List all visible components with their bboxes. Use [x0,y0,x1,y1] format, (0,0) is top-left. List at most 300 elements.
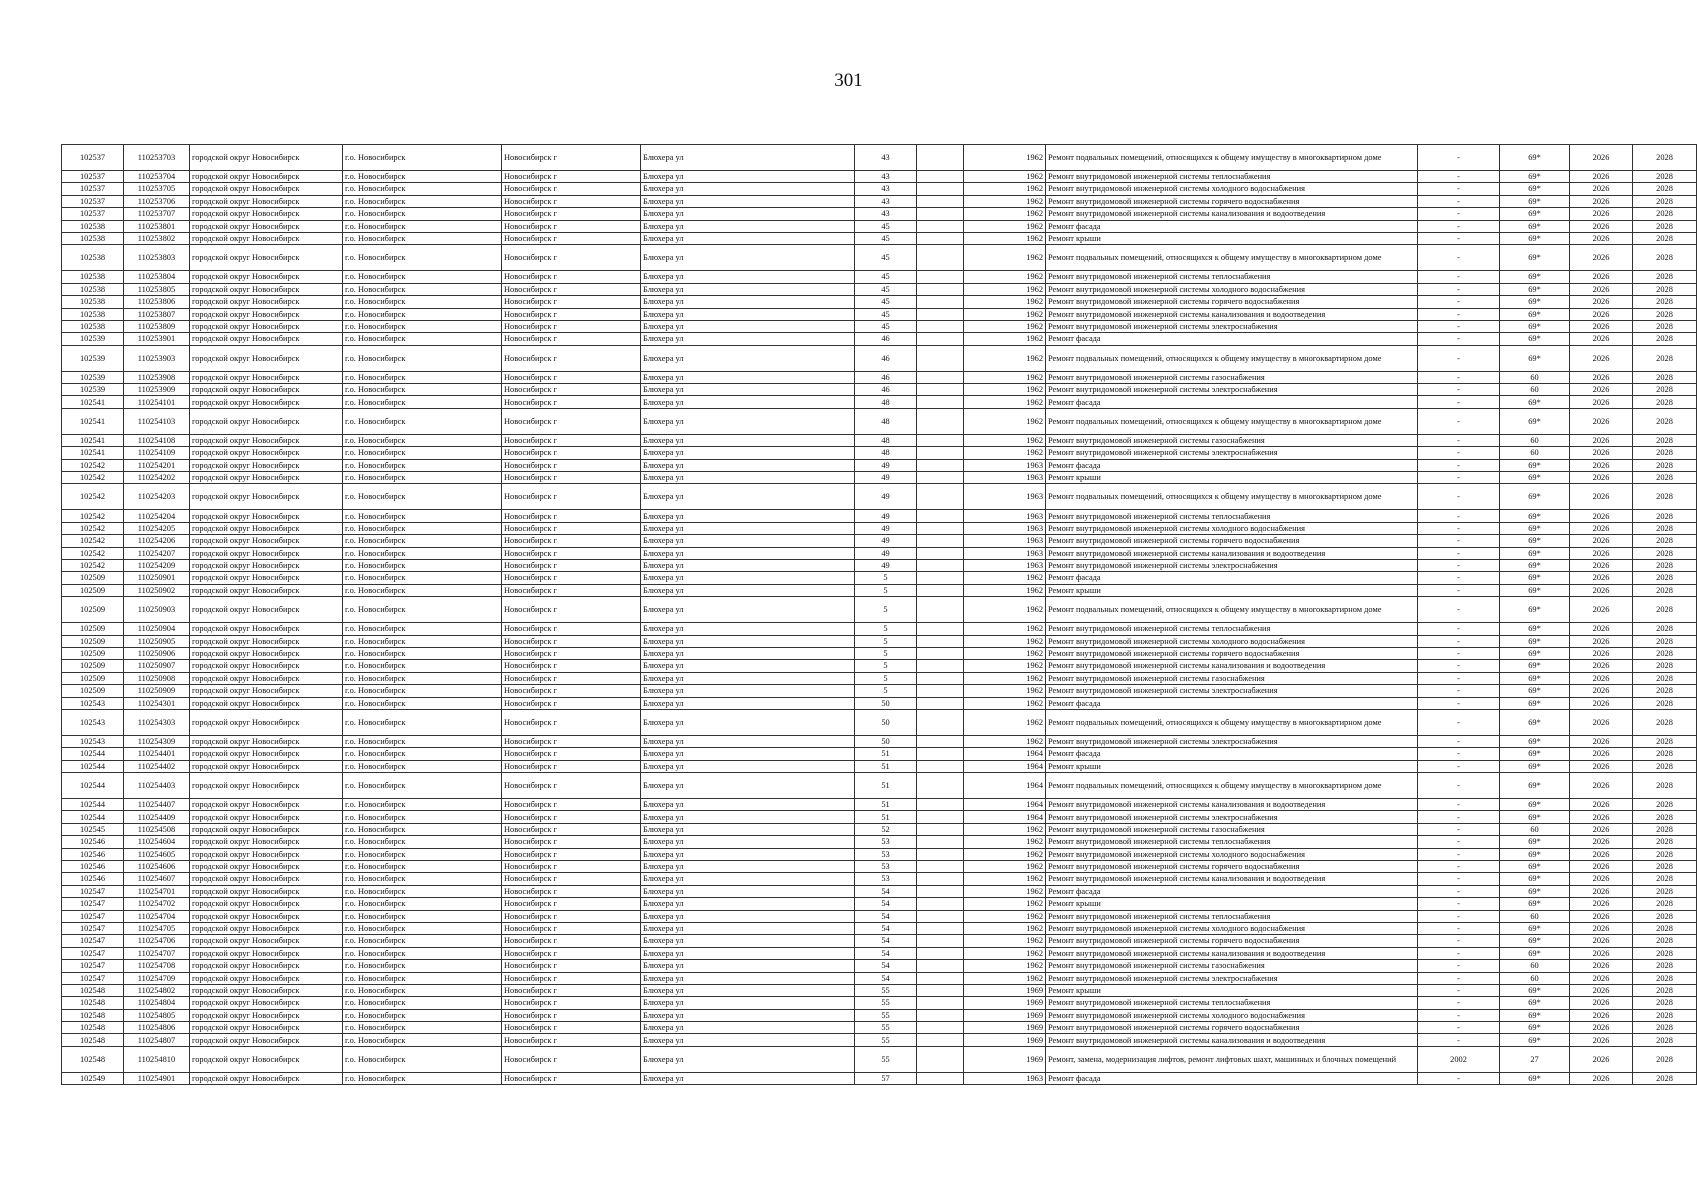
plan-start-cell: 2026 [1570,535,1633,547]
wear-cell: 69* [1500,183,1570,195]
wear-cell: 69* [1500,171,1570,183]
build-year-cell: 1962 [964,623,1046,635]
build-year-cell: 1964 [964,773,1046,799]
building-cell [917,972,964,984]
plan-start-cell: 2026 [1570,1046,1633,1072]
city-cell: Новосибирск г [502,484,641,510]
build-year-cell: 1962 [964,885,1046,897]
last-repair-cell: - [1418,484,1500,510]
street-cell: Блюхера ул [641,947,855,959]
city-cell: Новосибирск г [502,408,641,434]
building-cell [917,1046,964,1072]
last-repair-cell: - [1418,760,1500,772]
municipality-cell: г.о. Новосибирск [343,296,502,308]
house-number-cell: 49 [855,559,917,571]
work-id-cell: 110253704 [124,171,190,183]
wear-cell: 69* [1500,709,1570,735]
house-number-cell: 5 [855,623,917,635]
work-id-cell: 110253809 [124,320,190,332]
work-type-cell: Ремонт крыши [1046,472,1418,484]
plan-start-cell: 2026 [1570,836,1633,848]
house-number-cell: 51 [855,773,917,799]
wear-cell: 69* [1500,572,1570,584]
table-row [62,447,1697,459]
plan-end-cell: 2028 [1633,308,1697,320]
street-cell: Блюхера ул [641,685,855,697]
object-code-cell: 102543 [62,735,124,747]
object-code-cell: 102538 [62,245,124,271]
plan-start-cell: 2026 [1570,811,1633,823]
district-cell: городской округ Новосибирск [190,972,343,984]
building-cell [917,799,964,811]
object-code-cell: 102547 [62,947,124,959]
house-number-cell: 43 [855,171,917,183]
object-code-cell: 102541 [62,396,124,408]
street-cell: Блюхера ул [641,283,855,295]
object-code-cell: 102547 [62,885,124,897]
municipality-cell: г.о. Новосибирск [343,935,502,947]
municipality-cell: г.о. Новосибирск [343,922,502,934]
last-repair-cell: - [1418,623,1500,635]
municipality-cell: г.о. Новосибирск [343,195,502,207]
district-cell: городской округ Новосибирск [190,472,343,484]
district-cell: городской округ Новосибирск [190,799,343,811]
wear-cell: 60 [1500,447,1570,459]
table-row [62,1009,1697,1021]
wear-cell: 60 [1500,972,1570,984]
wear-cell: 69* [1500,898,1570,910]
last-repair-cell: - [1418,799,1500,811]
plan-start-cell: 2026 [1570,672,1633,684]
last-repair-cell: - [1418,271,1500,283]
table-row [62,271,1697,283]
street-cell: Блюхера ул [641,333,855,345]
table-row [62,748,1697,760]
table-row [62,1072,1697,1084]
last-repair-cell: - [1418,220,1500,232]
plan-end-cell: 2028 [1633,811,1697,823]
work-id-cell: 110253803 [124,245,190,271]
district-cell: городской округ Новосибирск [190,296,343,308]
wear-cell: 69* [1500,208,1570,220]
district-cell: городской округ Новосибирск [190,145,343,171]
city-cell: Новосибирск г [502,320,641,332]
street-cell: Блюхера ул [641,447,855,459]
object-code-cell: 102537 [62,183,124,195]
municipality-cell: г.о. Новосибирск [343,885,502,897]
street-cell: Блюхера ул [641,484,855,510]
work-type-cell: Ремонт внутридомовой инженерной системы газоснабжения [1046,672,1418,684]
work-type-cell: Ремонт внутридомовой инженерной системы канализования и водоотведения [1046,799,1418,811]
build-year-cell: 1962 [964,672,1046,684]
district-cell: городской округ Новосибирск [190,773,343,799]
plan-end-cell: 2028 [1633,283,1697,295]
street-cell: Блюхера ул [641,245,855,271]
district-cell: городской округ Новосибирск [190,510,343,522]
work-type-cell: Ремонт внутридомовой инженерной системы холодного водоснабжения [1046,522,1418,534]
street-cell: Блюхера ул [641,885,855,897]
work-id-cell: 110250905 [124,635,190,647]
table-row [62,672,1697,684]
work-id-cell: 110254401 [124,748,190,760]
city-cell: Новосибирск г [502,836,641,848]
work-id-cell: 110254606 [124,861,190,873]
district-cell: городской округ Новосибирск [190,885,343,897]
plan-end-cell: 2028 [1633,1072,1697,1084]
building-cell [917,960,964,972]
last-repair-cell: - [1418,748,1500,760]
work-type-cell: Ремонт подвальных помещений, относящихся к общему имуществу в многоквартирном доме [1046,345,1418,371]
house-number-cell: 49 [855,484,917,510]
district-cell: городской округ Новосибирск [190,947,343,959]
house-number-cell: 49 [855,459,917,471]
municipality-cell: г.о. Новосибирск [343,320,502,332]
house-number-cell: 50 [855,735,917,747]
district-cell: городской округ Новосибирск [190,898,343,910]
district-cell: городской округ Новосибирск [190,836,343,848]
house-number-cell: 45 [855,283,917,295]
work-type-cell: Ремонт внутридомовой инженерной системы горячего водоснабжения [1046,296,1418,308]
work-id-cell: 110254707 [124,947,190,959]
house-number-cell: 43 [855,145,917,171]
street-cell: Блюхера ул [641,145,855,171]
work-type-cell: Ремонт внутридомовой инженерной системы холодного водоснабжения [1046,183,1418,195]
building-cell [917,245,964,271]
work-id-cell: 110254607 [124,873,190,885]
street-cell: Блюхера ул [641,1072,855,1084]
plan-start-cell: 2026 [1570,997,1633,1009]
building-cell [917,709,964,735]
street-cell: Блюхера ул [641,672,855,684]
plan-end-cell: 2028 [1633,459,1697,471]
building-cell [917,623,964,635]
object-code-cell: 102548 [62,1046,124,1072]
city-cell: Новосибирск г [502,760,641,772]
last-repair-cell: - [1418,947,1500,959]
house-number-cell: 55 [855,997,917,1009]
build-year-cell: 1962 [964,972,1046,984]
district-cell: городской округ Новосибирск [190,283,343,295]
plan-end-cell: 2028 [1633,408,1697,434]
street-cell: Блюхера ул [641,984,855,996]
district-cell: городской округ Новосибирск [190,672,343,684]
work-type-cell: Ремонт фасада [1046,1072,1418,1084]
wear-cell: 60 [1500,384,1570,396]
last-repair-cell: - [1418,848,1500,860]
plan-start-cell: 2026 [1570,396,1633,408]
house-number-cell: 46 [855,384,917,396]
building-cell [917,308,964,320]
municipality-cell: г.о. Новосибирск [343,510,502,522]
plan-end-cell: 2028 [1633,333,1697,345]
house-number-cell: 55 [855,1046,917,1072]
building-cell [917,183,964,195]
building-cell [917,635,964,647]
city-cell: Новосибирск г [502,748,641,760]
municipality-cell: г.о. Новосибирск [343,873,502,885]
last-repair-cell: - [1418,984,1500,996]
last-repair-cell: - [1418,836,1500,848]
work-id-cell: 110250908 [124,672,190,684]
municipality-cell: г.о. Новосибирск [343,836,502,848]
district-cell: городской округ Новосибирск [190,308,343,320]
plan-end-cell: 2028 [1633,760,1697,772]
district-cell: городской округ Новосибирск [190,623,343,635]
object-code-cell: 102537 [62,171,124,183]
table-row [62,296,1697,308]
build-year-cell: 1964 [964,760,1046,772]
wear-cell: 60 [1500,371,1570,383]
build-year-cell: 1963 [964,484,1046,510]
plan-start-cell: 2026 [1570,472,1633,484]
work-id-cell: 110250901 [124,572,190,584]
build-year-cell: 1962 [964,408,1046,434]
work-type-cell: Ремонт внутридомовой инженерной системы горячего водоснабжения [1046,195,1418,207]
city-cell: Новосибирск г [502,635,641,647]
municipality-cell: г.о. Новосибирск [343,584,502,596]
city-cell: Новосибирск г [502,735,641,747]
object-code-cell: 102509 [62,660,124,672]
work-id-cell: 110254806 [124,1022,190,1034]
municipality-cell: г.о. Новосибирск [343,898,502,910]
municipality-cell: г.о. Новосибирск [343,910,502,922]
plan-end-cell: 2028 [1633,836,1697,848]
district-cell: городской округ Новосибирск [190,171,343,183]
plan-start-cell: 2026 [1570,183,1633,195]
table-row [62,171,1697,183]
wear-cell: 69* [1500,597,1570,623]
plan-end-cell: 2028 [1633,472,1697,484]
wear-cell: 69* [1500,997,1570,1009]
build-year-cell: 1962 [964,283,1046,295]
last-repair-cell: - [1418,672,1500,684]
city-cell: Новосибирск г [502,1072,641,1084]
work-id-cell: 110254109 [124,447,190,459]
table-row [62,647,1697,659]
table-row [62,559,1697,571]
last-repair-cell: - [1418,1034,1500,1046]
build-year-cell: 1962 [964,308,1046,320]
wear-cell: 69* [1500,472,1570,484]
city-cell: Новосибирск г [502,296,641,308]
municipality-cell: г.о. Новосибирск [343,333,502,345]
municipality-cell: г.о. Новосибирск [343,799,502,811]
city-cell: Новосибирск г [502,910,641,922]
table-row [62,195,1697,207]
build-year-cell: 1962 [964,898,1046,910]
last-repair-cell: - [1418,171,1500,183]
work-id-cell: 110253802 [124,232,190,244]
plan-end-cell: 2028 [1633,1009,1697,1021]
plan-end-cell: 2028 [1633,232,1697,244]
city-cell: Новосибирск г [502,345,641,371]
object-code-cell: 102549 [62,1072,124,1084]
build-year-cell: 1962 [964,208,1046,220]
house-number-cell: 55 [855,1009,917,1021]
work-type-cell: Ремонт подвальных помещений, относящихся к общему имуществу в многоквартирном доме [1046,145,1418,171]
district-cell: городской округ Новосибирск [190,559,343,571]
city-cell: Новосибирск г [502,885,641,897]
municipality-cell: г.о. Новосибирск [343,522,502,534]
work-id-cell: 110254206 [124,535,190,547]
house-number-cell: 54 [855,935,917,947]
table-row [62,709,1697,735]
table-row [62,972,1697,984]
plan-end-cell: 2028 [1633,1034,1697,1046]
build-year-cell: 1962 [964,660,1046,672]
city-cell: Новосибирск г [502,183,641,195]
building-cell [917,823,964,835]
district-cell: городской округ Новосибирск [190,861,343,873]
city-cell: Новосибирск г [502,922,641,934]
city-cell: Новосибирск г [502,972,641,984]
work-id-cell: 110250904 [124,623,190,635]
street-cell: Блюхера ул [641,572,855,584]
city-cell: Новосибирск г [502,984,641,996]
plan-end-cell: 2028 [1633,984,1697,996]
municipality-cell: г.о. Новосибирск [343,271,502,283]
table-row [62,811,1697,823]
plan-end-cell: 2028 [1633,371,1697,383]
work-id-cell: 110254203 [124,484,190,510]
city-cell: Новосибирск г [502,709,641,735]
district-cell: городской округ Новосибирск [190,960,343,972]
table-row [62,384,1697,396]
plan-end-cell: 2028 [1633,1022,1697,1034]
work-type-cell: Ремонт подвальных помещений, относящихся к общему имуществу в многоквартирном доме [1046,773,1418,799]
object-code-cell: 102542 [62,484,124,510]
building-cell [917,195,964,207]
page-number: 301 [834,70,863,91]
house-number-cell: 5 [855,572,917,584]
build-year-cell: 1963 [964,535,1046,547]
table-row [62,434,1697,446]
last-repair-cell: - [1418,584,1500,596]
house-number-cell: 5 [855,635,917,647]
plan-start-cell: 2026 [1570,635,1633,647]
table-row [62,584,1697,596]
work-type-cell: Ремонт внутридомовой инженерной системы горячего водоснабжения [1046,535,1418,547]
last-repair-cell: - [1418,371,1500,383]
house-number-cell: 53 [855,861,917,873]
building-cell [917,220,964,232]
object-code-cell: 102548 [62,997,124,1009]
city-cell: Новосибирск г [502,559,641,571]
municipality-cell: г.о. Новосибирск [343,647,502,659]
work-type-cell: Ремонт внутридомовой инженерной системы теплоснабжения [1046,836,1418,848]
table-row [62,459,1697,471]
district-cell: городской округ Новосибирск [190,709,343,735]
last-repair-cell: - [1418,408,1500,434]
work-type-cell: Ремонт внутридомовой инженерной системы теплоснабжения [1046,271,1418,283]
city-cell: Новосибирск г [502,459,641,471]
plan-start-cell: 2026 [1570,220,1633,232]
build-year-cell: 1962 [964,145,1046,171]
wear-cell: 69* [1500,873,1570,885]
object-code-cell: 102541 [62,408,124,434]
building-cell [917,811,964,823]
work-type-cell: Ремонт внутридомовой инженерной системы горячего водоснабжения [1046,1022,1418,1034]
plan-start-cell: 2026 [1570,760,1633,772]
plan-end-cell: 2028 [1633,972,1697,984]
plan-start-cell: 2026 [1570,660,1633,672]
plan-end-cell: 2028 [1633,960,1697,972]
wear-cell: 60 [1500,434,1570,446]
build-year-cell: 1969 [964,1022,1046,1034]
house-number-cell: 46 [855,345,917,371]
build-year-cell: 1962 [964,434,1046,446]
district-cell: городской округ Новосибирск [190,997,343,1009]
district-cell: городской округ Новосибирск [190,547,343,559]
wear-cell: 69* [1500,799,1570,811]
plan-end-cell: 2028 [1633,296,1697,308]
plan-end-cell: 2028 [1633,748,1697,760]
municipality-cell: г.о. Новосибирск [343,559,502,571]
table-row [62,597,1697,623]
plan-end-cell: 2028 [1633,647,1697,659]
work-id-cell: 110254709 [124,972,190,984]
house-number-cell: 49 [855,510,917,522]
object-code-cell: 102509 [62,647,124,659]
work-id-cell: 110254407 [124,799,190,811]
street-cell: Блюхера ул [641,408,855,434]
house-number-cell: 48 [855,408,917,434]
street-cell: Блюхера ул [641,510,855,522]
building-cell [917,885,964,897]
municipality-cell: г.о. Новосибирск [343,984,502,996]
wear-cell: 69* [1500,459,1570,471]
district-cell: городской округ Новосибирск [190,584,343,596]
table-row [62,245,1697,271]
building-cell [917,472,964,484]
table-row [62,510,1697,522]
object-code-cell: 102543 [62,709,124,735]
city-cell: Новосибирск г [502,522,641,534]
municipality-cell: г.о. Новосибирск [343,220,502,232]
street-cell: Блюхера ул [641,836,855,848]
building-cell [917,660,964,672]
municipality-cell: г.о. Новосибирск [343,459,502,471]
last-repair-cell: - [1418,547,1500,559]
city-cell: Новосибирск г [502,997,641,1009]
municipality-cell: г.о. Новосибирск [343,709,502,735]
work-type-cell: Ремонт внутридомовой инженерной системы канализования и водоотведения [1046,1034,1418,1046]
wear-cell: 69* [1500,685,1570,697]
municipality-cell: г.о. Новосибирск [343,171,502,183]
building-cell [917,522,964,534]
last-repair-cell: - [1418,345,1500,371]
plan-start-cell: 2026 [1570,748,1633,760]
work-id-cell: 110254303 [124,709,190,735]
district-cell: городской округ Новосибирск [190,1009,343,1021]
object-code-cell: 102541 [62,434,124,446]
build-year-cell: 1969 [964,1034,1046,1046]
street-cell: Блюхера ул [641,660,855,672]
work-type-cell: Ремонт крыши [1046,984,1418,996]
municipality-cell: г.о. Новосибирск [343,384,502,396]
district-cell: городской округ Новосибирск [190,984,343,996]
municipality-cell: г.о. Новосибирск [343,635,502,647]
wear-cell: 69* [1500,345,1570,371]
last-repair-cell: - [1418,922,1500,934]
plan-start-cell: 2026 [1570,384,1633,396]
street-cell: Блюхера ул [641,1009,855,1021]
build-year-cell: 1962 [964,171,1046,183]
municipality-cell: г.о. Новосибирск [343,484,502,510]
work-id-cell: 110254202 [124,472,190,484]
build-year-cell: 1969 [964,984,1046,996]
wear-cell: 60 [1500,823,1570,835]
